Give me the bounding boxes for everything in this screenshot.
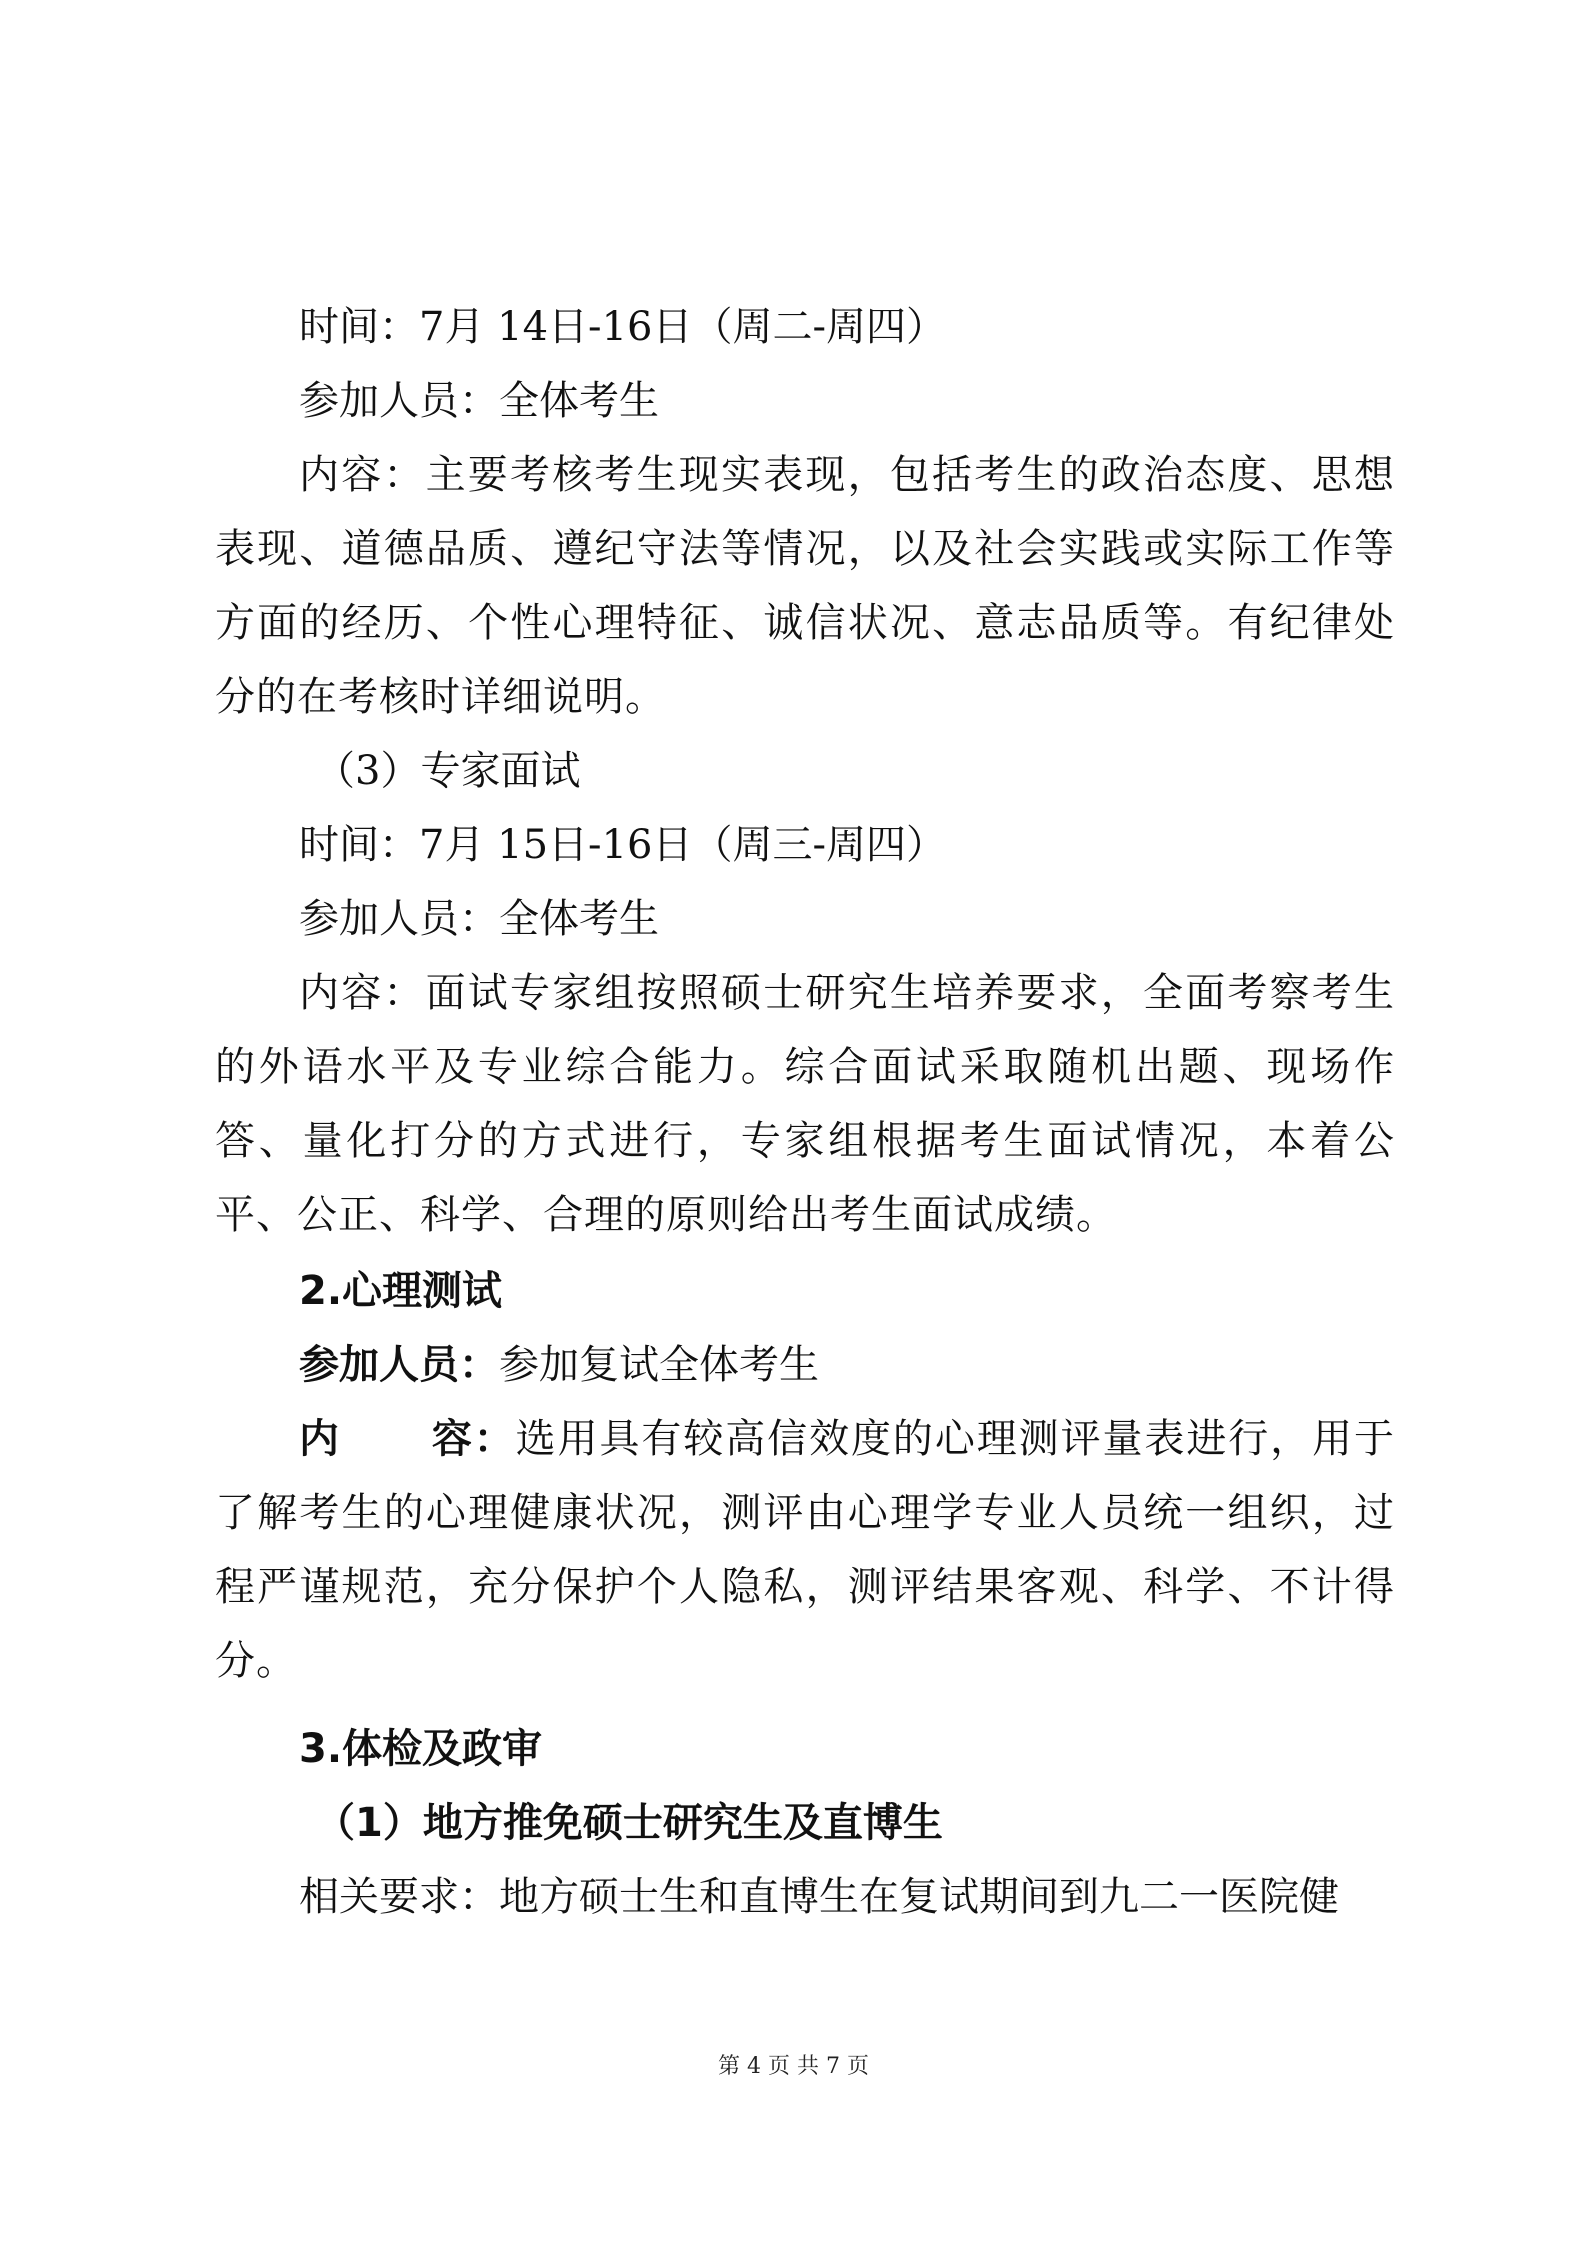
psych-content-value: 选用具有较高信效度的心理测评量表进行，用于了解考生的心理健康状况，测评由心理学专业人员统一组织，过程严谨规范，充分保护个人隐私，测评结果客观、科学、不计得分。 — [215, 1416, 1396, 1684]
psych-content-label-a: 内 — [299, 1416, 341, 1462]
page-footer: 第 4 页 共 7 页 — [718, 2054, 869, 2079]
section3-time: 时间：7月 15日-16日（周三-周四） — [299, 822, 946, 868]
psych-content — [215, 1402, 1395, 1698]
psych-participants-value: 参加复试全体考生 — [499, 1342, 819, 1388]
section1-participants: 参加人员：全体考生 — [299, 378, 659, 424]
document-body — [215, 290, 1395, 1934]
section3-content: 内容：面试专家组按照硕士研究生培养要求，全面考察考生的外语水平及专业综合能力。综合面试采取随机出题、现场作答、量化打分的方式进行，专家组根据考生面试情况，本着公平、公正、科学、合理的原则给出考生面试成绩。 — [215, 970, 1395, 1238]
psych-heading: 2.心理测试 — [299, 1268, 503, 1314]
psych-participants — [215, 1328, 1395, 1402]
exam-heading: 3.体检及政审 — [299, 1726, 543, 1772]
section3-participants: 参加人员：全体考生 — [299, 896, 659, 942]
exam-requirement: 相关要求：地方硕士生和直博生在复试期间到九二一医院健 — [299, 1874, 1339, 1920]
section1-time: 时间：7月 14日-16日（周二-周四） — [299, 304, 946, 350]
psych-content-label-b: 容： — [430, 1416, 516, 1462]
section3-heading: （3）专家面试 — [315, 748, 581, 794]
section-spacer — [215, 1698, 1395, 1712]
section1-content: 内容：主要考核考生现实表现，包括考生的政治态度、思想表现、道德品质、遵纪守法等情况，以及社会实践或实际工作等方面的经历、个性心理特征、诚信状况、意志品质等。有纪律处分的在考核时详细说明。 — [215, 452, 1395, 720]
psych-participants-label: 参加人员： — [299, 1342, 499, 1388]
exam-subheading: （1）地方推免硕士研究生及直博生 — [315, 1800, 943, 1846]
